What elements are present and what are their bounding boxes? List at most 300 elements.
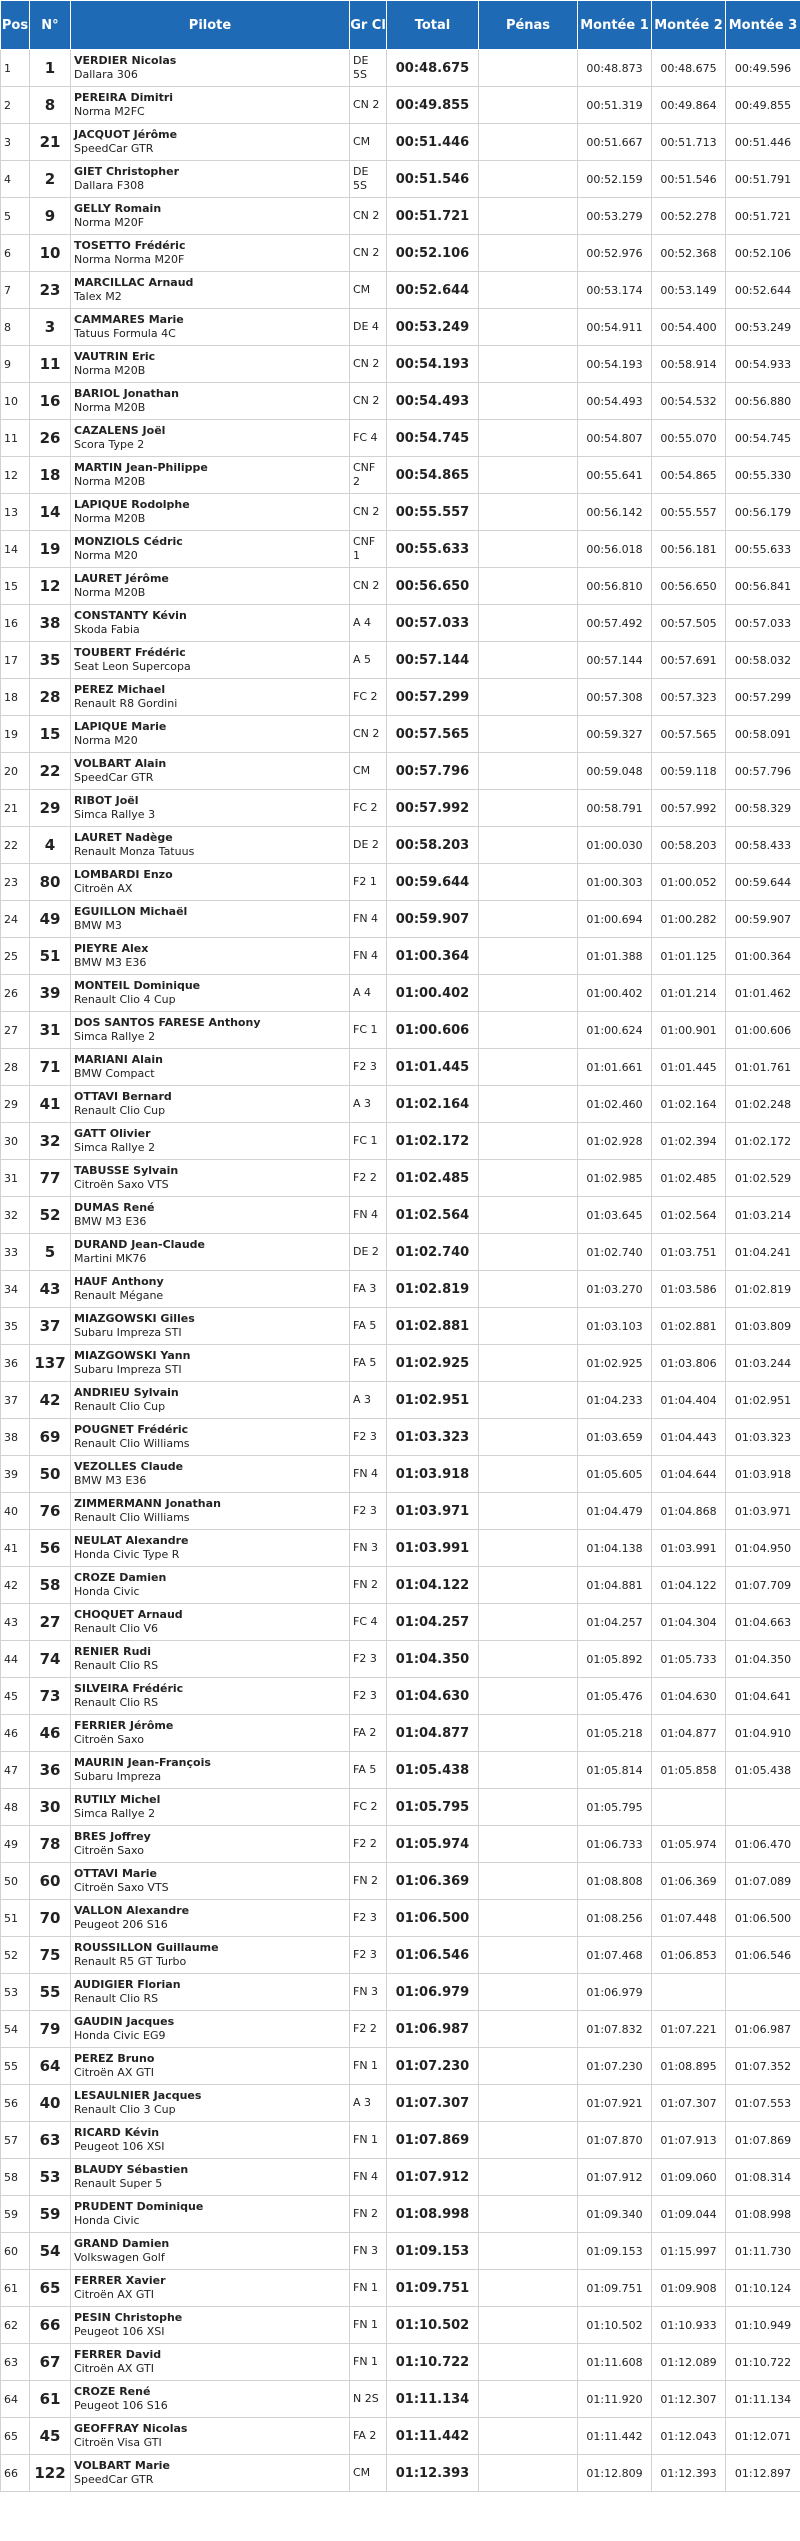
pilot-name: GIET Christopher (74, 165, 180, 178)
pilot-cell (71, 2418, 350, 2455)
table-row (1, 1752, 800, 1789)
pilot-cell (71, 531, 350, 568)
pilot-cell (71, 383, 350, 420)
number-cell: 122 (30, 2455, 71, 2492)
run2-cell: 01:03.806 (652, 1345, 726, 1382)
run1-cell: 01:09.751 (578, 2270, 652, 2307)
position-cell: 44 (1, 1641, 30, 1678)
pilot-name: FERRIER Jérôme (74, 1719, 174, 1732)
run3-cell: 00:56.841 (726, 568, 800, 605)
pilot-name: TOSETTO Frédéric (74, 239, 186, 252)
run3-cell: 00:57.299 (726, 679, 800, 716)
number-cell: 26 (30, 420, 71, 457)
table-row (1, 1049, 800, 1086)
pilot-cell (71, 1678, 350, 1715)
class-cell: DE 4 (350, 309, 387, 346)
run2-cell: 00:55.070 (652, 420, 726, 457)
car-model: Norma M20B (74, 475, 146, 488)
pilot-name: RUTILY Michel (74, 1793, 161, 1806)
total-time-cell: 01:02.164 (387, 1086, 479, 1123)
number-cell: 79 (30, 2011, 71, 2048)
total-time-cell: 01:10.722 (387, 2344, 479, 2381)
penalty-cell (479, 124, 578, 161)
pilot-cell (71, 309, 350, 346)
number-cell: 56 (30, 1530, 71, 1567)
penalty-cell (479, 1271, 578, 1308)
table-row (1, 531, 800, 568)
run2-cell: 01:04.868 (652, 1493, 726, 1530)
penalty-cell (479, 1752, 578, 1789)
pilot-name: OTTAVI Marie (74, 1867, 157, 1880)
pilot-name: LOMBARDI Enzo (74, 868, 173, 881)
penalty-cell (479, 2048, 578, 2085)
pilot-cell (71, 198, 350, 235)
car-model: Scora Type 2 (74, 438, 145, 451)
table-row (1, 2455, 800, 2492)
run3-cell: 00:56.880 (726, 383, 800, 420)
run2-cell: 01:15.997 (652, 2233, 726, 2270)
car-model: Renault Clio 4 Cup (74, 993, 176, 1006)
class-cell: FN 4 (350, 2159, 387, 2196)
car-model: Honda Civic (74, 1585, 140, 1598)
number-cell: 28 (30, 679, 71, 716)
total-time-cell: 00:57.992 (387, 790, 479, 827)
penalty-cell (479, 1086, 578, 1123)
car-model: Citroën Saxo (74, 1844, 144, 1857)
pilot-name: LAPIQUE Marie (74, 720, 167, 733)
run2-cell: 00:55.557 (652, 494, 726, 531)
pilot-name: CONSTANTY Kévin (74, 609, 187, 622)
total-time-cell: 00:57.033 (387, 605, 479, 642)
pilot-cell (71, 1234, 350, 1271)
total-time-cell: 01:07.307 (387, 2085, 479, 2122)
class-cell: CM (350, 272, 387, 309)
pilot-cell (71, 1789, 350, 1826)
run1-cell: 00:54.193 (578, 346, 652, 383)
car-model: Norma M20B (74, 401, 146, 414)
number-cell: 41 (30, 1086, 71, 1123)
pilot-cell (71, 753, 350, 790)
car-model: Dallara F308 (74, 179, 145, 192)
run3-cell: 01:07.869 (726, 2122, 800, 2159)
run2-cell: 01:04.404 (652, 1382, 726, 1419)
pilot-cell (71, 642, 350, 679)
table-row (1, 1715, 800, 1752)
position-cell: 2 (1, 87, 30, 124)
number-cell: 60 (30, 1863, 71, 1900)
number-cell: 65 (30, 2270, 71, 2307)
class-cell: CN 2 (350, 235, 387, 272)
car-model: Subaru Impreza STI (74, 1326, 182, 1339)
pilot-cell (71, 864, 350, 901)
table-row (1, 272, 800, 309)
table-row (1, 87, 800, 124)
run3-cell: 01:03.214 (726, 1197, 800, 1234)
run1-cell: 00:56.018 (578, 531, 652, 568)
penalty-cell (479, 2307, 578, 2344)
run1-cell: 01:07.832 (578, 2011, 652, 2048)
total-time-cell: 01:04.350 (387, 1641, 479, 1678)
penalty-cell (479, 1308, 578, 1345)
table-row (1, 975, 800, 1012)
run1-cell: 01:00.402 (578, 975, 652, 1012)
pilot-cell (71, 901, 350, 938)
position-cell: 5 (1, 198, 30, 235)
table-row (1, 568, 800, 605)
total-time-cell: 00:57.565 (387, 716, 479, 753)
total-time-cell: 00:57.796 (387, 753, 479, 790)
car-model: Simca Rallye 2 (74, 1141, 156, 1154)
pilot-cell (71, 1419, 350, 1456)
car-model: Citroën AX GTI (74, 2362, 154, 2375)
pilot-name: JACQUOT Jérôme (74, 128, 178, 141)
number-cell: 50 (30, 1456, 71, 1493)
pilot-cell (71, 2307, 350, 2344)
position-cell: 3 (1, 124, 30, 161)
total-time-cell: 01:02.740 (387, 1234, 479, 1271)
total-time-cell: 00:51.446 (387, 124, 479, 161)
run1-cell: 01:10.502 (578, 2307, 652, 2344)
position-cell: 56 (1, 2085, 30, 2122)
pilot-name: ZIMMERMANN Jonathan (74, 1497, 221, 1510)
total-time-cell: 01:07.230 (387, 2048, 479, 2085)
table-row (1, 1382, 800, 1419)
total-time-cell: 01:00.606 (387, 1012, 479, 1049)
run2-cell: 01:00.901 (652, 1012, 726, 1049)
run3-cell: 01:04.641 (726, 1678, 800, 1715)
total-time-cell: 01:09.153 (387, 2233, 479, 2270)
run3-cell: 01:04.350 (726, 1641, 800, 1678)
pilot-cell (71, 494, 350, 531)
run2-cell: 01:02.881 (652, 1308, 726, 1345)
class-cell: CN 2 (350, 716, 387, 753)
run2-cell: 01:02.164 (652, 1086, 726, 1123)
pilot-name: PEREZ Bruno (74, 2052, 155, 2065)
run3-cell: 00:59.644 (726, 864, 800, 901)
class-cell: FC 2 (350, 679, 387, 716)
run1-cell: 00:52.159 (578, 161, 652, 198)
class-cell: FN 3 (350, 1530, 387, 1567)
car-model: Renault Clio V6 (74, 1622, 159, 1635)
pilot-cell (71, 1604, 350, 1641)
class-cell: CM (350, 124, 387, 161)
run2-cell: 00:56.181 (652, 531, 726, 568)
class-cell: CNF 1 (350, 531, 387, 568)
run2-cell: 01:01.445 (652, 1049, 726, 1086)
car-model: Tatuus Formula 4C (74, 327, 176, 340)
pilot-name: DURAND Jean-Claude (74, 1238, 206, 1251)
total-time-cell: 00:51.546 (387, 161, 479, 198)
penalty-cell (479, 2418, 578, 2455)
table-row (1, 901, 800, 938)
run1-cell: 01:04.881 (578, 1567, 652, 1604)
total-time-cell: 01:02.485 (387, 1160, 479, 1197)
run1-cell: 01:05.814 (578, 1752, 652, 1789)
penalty-cell (479, 568, 578, 605)
run1-cell: 01:09.153 (578, 2233, 652, 2270)
number-cell: 51 (30, 938, 71, 975)
run3-cell: 01:07.709 (726, 1567, 800, 1604)
position-cell: 52 (1, 1937, 30, 1974)
table-row (1, 827, 800, 864)
pilot-cell (71, 457, 350, 494)
run3-cell: 01:04.663 (726, 1604, 800, 1641)
car-model: Citroën Saxo VTS (74, 1178, 169, 1191)
penalty-cell (479, 975, 578, 1012)
run1-cell: 01:03.659 (578, 1419, 652, 1456)
penalty-cell (479, 1974, 578, 2011)
run1-cell: 01:00.303 (578, 864, 652, 901)
penalty-cell (479, 2122, 578, 2159)
run3-cell: 01:06.546 (726, 1937, 800, 1974)
class-cell: FN 1 (350, 2270, 387, 2307)
pilot-name: CROZE Damien (74, 1571, 167, 1584)
run3-cell: 01:10.949 (726, 2307, 800, 2344)
car-model: SpeedCar GTR (74, 142, 154, 155)
car-model: Peugeot 106 S16 (74, 2399, 168, 2412)
table-row (1, 50, 800, 87)
table-row (1, 938, 800, 975)
run1-cell: 01:05.892 (578, 1641, 652, 1678)
number-cell: 55 (30, 1974, 71, 2011)
total-time-cell: 01:11.442 (387, 2418, 479, 2455)
class-cell: FN 4 (350, 938, 387, 975)
penalty-cell (479, 87, 578, 124)
number-cell: 54 (30, 2233, 71, 2270)
pilot-cell (71, 87, 350, 124)
header-pos: Pos (1, 1, 30, 50)
header-run2: Montée 2 (652, 1, 726, 50)
car-model: Seat Leon Supercopa (74, 660, 191, 673)
pilot-cell (71, 679, 350, 716)
run3-cell: 00:58.329 (726, 790, 800, 827)
run1-cell: 01:04.257 (578, 1604, 652, 1641)
number-cell: 49 (30, 901, 71, 938)
run2-cell: 01:03.991 (652, 1530, 726, 1567)
pilot-name: RIBOT Joël (74, 794, 139, 807)
car-model: BMW M3 E36 (74, 1474, 147, 1487)
pilot-name: LAPIQUE Rodolphe (74, 498, 190, 511)
pilot-cell (71, 1567, 350, 1604)
position-cell: 7 (1, 272, 30, 309)
header-run1: Montée 1 (578, 1, 652, 50)
pilot-cell (71, 1086, 350, 1123)
penalty-cell (479, 272, 578, 309)
total-time-cell: 01:05.438 (387, 1752, 479, 1789)
total-time-cell: 01:10.502 (387, 2307, 479, 2344)
position-cell: 53 (1, 1974, 30, 2011)
position-cell: 35 (1, 1308, 30, 1345)
run1-cell: 01:06.979 (578, 1974, 652, 2011)
pilot-cell (71, 2085, 350, 2122)
pilot-name: LAURET Jérôme (74, 572, 169, 585)
total-time-cell: 01:07.869 (387, 2122, 479, 2159)
penalty-cell (479, 1345, 578, 1382)
pilot-cell (71, 938, 350, 975)
car-model: Skoda Fabia (74, 623, 140, 636)
run2-cell: 01:07.307 (652, 2085, 726, 2122)
run1-cell: 01:00.694 (578, 901, 652, 938)
run1-cell: 00:57.308 (578, 679, 652, 716)
penalty-cell (479, 2344, 578, 2381)
number-cell: 10 (30, 235, 71, 272)
run3-cell: 01:02.819 (726, 1271, 800, 1308)
pilot-name: PEREZ Michael (74, 683, 166, 696)
number-cell: 42 (30, 1382, 71, 1419)
class-cell: FN 4 (350, 1197, 387, 1234)
number-cell: 74 (30, 1641, 71, 1678)
pilot-name: PEREIRA Dimitri (74, 91, 174, 104)
total-time-cell: 00:49.855 (387, 87, 479, 124)
run3-cell: 01:02.529 (726, 1160, 800, 1197)
position-cell: 12 (1, 457, 30, 494)
run1-cell: 01:01.661 (578, 1049, 652, 1086)
car-model: Peugeot 106 XSI (74, 2140, 165, 2153)
run3-cell: 01:11.730 (726, 2233, 800, 2270)
run2-cell (652, 1974, 726, 2011)
position-cell: 9 (1, 346, 30, 383)
pilot-name: NEULAT Alexandre (74, 1534, 189, 1547)
total-time-cell: 00:59.644 (387, 864, 479, 901)
run2-cell: 00:48.675 (652, 50, 726, 87)
penalty-cell (479, 1826, 578, 1863)
run3-cell: 00:58.433 (726, 827, 800, 864)
penalty-cell (479, 1863, 578, 1900)
pilot-name: ROUSSILLON Guillaume (74, 1941, 219, 1954)
pilot-cell (71, 1123, 350, 1160)
pilot-cell (71, 2196, 350, 2233)
car-model: BMW Compact (74, 1067, 155, 1080)
position-cell: 66 (1, 2455, 30, 2492)
run2-cell: 00:54.865 (652, 457, 726, 494)
pilot-name: FERRER Xavier (74, 2274, 166, 2287)
run1-cell: 00:56.810 (578, 568, 652, 605)
table-row (1, 1789, 800, 1826)
run2-cell (652, 1789, 726, 1826)
run2-cell: 01:12.307 (652, 2381, 726, 2418)
table-row (1, 1493, 800, 1530)
number-cell: 76 (30, 1493, 71, 1530)
penalty-cell (479, 2159, 578, 2196)
run3-cell: 01:12.897 (726, 2455, 800, 2492)
pilot-name: MIAZGOWSKI Yann (74, 1349, 191, 1362)
position-cell: 26 (1, 975, 30, 1012)
car-model: Martini MK76 (74, 1252, 147, 1265)
penalty-cell (479, 531, 578, 568)
pilot-cell (71, 1012, 350, 1049)
position-cell: 15 (1, 568, 30, 605)
class-cell: FN 2 (350, 1863, 387, 1900)
table-row (1, 2307, 800, 2344)
penalty-cell (479, 1382, 578, 1419)
position-cell: 65 (1, 2418, 30, 2455)
run1-cell: 00:54.493 (578, 383, 652, 420)
class-cell: CN 2 (350, 383, 387, 420)
table-row (1, 753, 800, 790)
pilot-cell (71, 790, 350, 827)
pilot-cell (71, 346, 350, 383)
class-cell: FA 5 (350, 1345, 387, 1382)
car-model: Norma Norma M20F (74, 253, 185, 266)
header-run3: Montée 3 (726, 1, 800, 50)
penalty-cell (479, 605, 578, 642)
total-time-cell: 01:06.979 (387, 1974, 479, 2011)
pilot-cell (71, 1530, 350, 1567)
number-cell: 137 (30, 1345, 71, 1382)
total-time-cell: 01:12.393 (387, 2455, 479, 2492)
position-cell: 8 (1, 309, 30, 346)
total-time-cell: 01:02.819 (387, 1271, 479, 1308)
total-time-cell: 00:51.721 (387, 198, 479, 235)
pilot-cell (71, 1863, 350, 1900)
run3-cell: 01:05.438 (726, 1752, 800, 1789)
number-cell: 19 (30, 531, 71, 568)
run1-cell: 01:00.030 (578, 827, 652, 864)
class-cell: F2 2 (350, 1160, 387, 1197)
number-cell: 73 (30, 1678, 71, 1715)
header-penalties: Pénas (479, 1, 578, 50)
total-time-cell: 01:02.881 (387, 1308, 479, 1345)
position-cell: 27 (1, 1012, 30, 1049)
position-cell: 47 (1, 1752, 30, 1789)
table-row (1, 1271, 800, 1308)
penalty-cell (479, 1012, 578, 1049)
table-row (1, 2196, 800, 2233)
class-cell: F2 3 (350, 1641, 387, 1678)
table-row (1, 2122, 800, 2159)
total-time-cell: 01:03.991 (387, 1530, 479, 1567)
run3-cell: 01:10.124 (726, 2270, 800, 2307)
run1-cell: 00:54.807 (578, 420, 652, 457)
class-cell: CN 2 (350, 568, 387, 605)
run1-cell: 01:03.270 (578, 1271, 652, 1308)
car-model: Talex M2 (74, 290, 122, 303)
pilot-name: MIAZGOWSKI Gilles (74, 1312, 195, 1325)
position-cell: 11 (1, 420, 30, 457)
total-time-cell: 01:07.912 (387, 2159, 479, 2196)
penalty-cell (479, 2233, 578, 2270)
penalty-cell (479, 494, 578, 531)
table-row (1, 2270, 800, 2307)
penalty-cell (479, 383, 578, 420)
pilot-name: TOUBERT Frédéric (74, 646, 186, 659)
number-cell: 38 (30, 605, 71, 642)
pilot-name: GELLY Romain (74, 202, 162, 215)
total-time-cell: 01:06.546 (387, 1937, 479, 1974)
car-model: Simca Rallye 2 (74, 1807, 156, 1820)
pilot-cell (71, 1197, 350, 1234)
run2-cell: 00:58.914 (652, 346, 726, 383)
pilot-name: PRUDENT Dominique (74, 2200, 204, 2213)
position-cell: 39 (1, 1456, 30, 1493)
run1-cell: 01:11.442 (578, 2418, 652, 2455)
class-cell: FN 4 (350, 901, 387, 938)
position-cell: 40 (1, 1493, 30, 1530)
run3-cell: 01:04.950 (726, 1530, 800, 1567)
car-model: Simca Rallye 3 (74, 808, 156, 821)
run1-cell: 00:53.174 (578, 272, 652, 309)
class-cell: FN 1 (350, 2122, 387, 2159)
run3-cell: 01:11.134 (726, 2381, 800, 2418)
class-cell: N 2S (350, 2381, 387, 2418)
table-row (1, 2344, 800, 2381)
class-cell: FC 4 (350, 1604, 387, 1641)
penalty-cell (479, 1604, 578, 1641)
run2-cell: 01:09.060 (652, 2159, 726, 2196)
table-row (1, 161, 800, 198)
table-row (1, 1678, 800, 1715)
table-row (1, 235, 800, 272)
